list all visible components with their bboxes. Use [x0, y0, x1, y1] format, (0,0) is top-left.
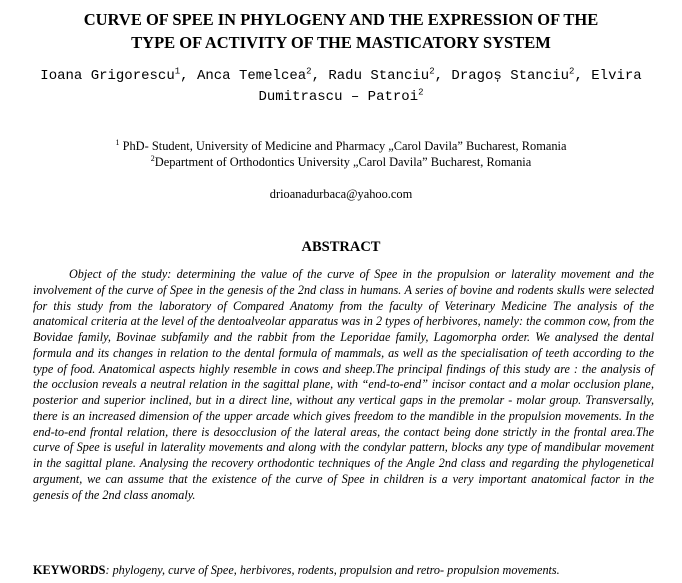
- affiliation-text: PhD- Student, University of Medicine and Pharmacy „Carol Davila” Bucharest, Romania: [119, 139, 567, 153]
- author-name: Ioana Grigorescu: [40, 68, 175, 84]
- affiliation-1: [0, 138, 682, 154]
- affiliations: [0, 138, 682, 170]
- author-separator: ,: [311, 68, 329, 84]
- author-name: Radu Stanciu: [328, 68, 430, 84]
- affiliation-2: [0, 154, 682, 170]
- title-line-1: CURVE OF SPEE IN PHYLOGENY AND THE EXPRESSION OF THE: [83, 10, 599, 29]
- paper-title: [0, 8, 682, 54]
- affiliation-mark: 2: [150, 153, 155, 163]
- author-separator: ,: [180, 68, 197, 84]
- author-affiliation-mark: 2: [418, 87, 424, 98]
- author-affiliation-mark: 2: [569, 66, 575, 77]
- author-name: Anca Temelcea: [196, 68, 307, 84]
- author-affiliation-mark: 2: [306, 66, 312, 77]
- abstract-heading: ABSTRACT: [301, 239, 381, 255]
- author-affiliation-mark: 1: [174, 66, 181, 77]
- affiliation-mark: 1: [115, 137, 120, 147]
- author-line-1: [0, 66, 682, 108]
- author-separator: ,: [574, 68, 592, 84]
- author-name: Dragoș Stanciu: [451, 68, 570, 84]
- keywords-line: [33, 562, 673, 578]
- title-line-2: TYPE OF ACTIVITY OF THE MASTICATORY SYSTEM: [131, 33, 551, 52]
- keywords-text: : phylogeny, curve of Spee, herbivores, rodents, propulsion and retro- propulsion movements.: [105, 563, 560, 577]
- keywords-label: KEYWORDS: [33, 563, 106, 577]
- affiliation-text: Department of Orthodontics University „Carol Davila” Bucharest, Romania: [154, 155, 532, 169]
- abstract-text: Object of the study: determining the value of the curve of Spee in the propulsion or laterality movement and the involvement of the curve of Spee in the genesis of the 2nd class in humans. A series of bovine and rodents skulls were selected for this study from the laboratory of Compared Anatomy from the faculty of Veterinary Medicine The analysis of the anatomical criteria at the level of the dentoalveolar apparatus was in 2 types of herbivores, namely: the common cow, from the Bovidae family, Bovinae subfamily and the rabbit from the Leporidae family, Lagomorpha order. We analysed the dental formula and its changes in relation to the dental formula of mammals, as well as the specialisation of teeth according to the type of food. Anatomical aspects highly resemble in cows and sheep.The principal findings of this study are : the analysis of the occlusion reveals a neutral relation in the sagittal plane, with “end-to-end” incisor contact and a molar occlusion plane, posterior and superior inclined, but in a direct line, without any vertical gaps in the premolar - molar group. Transversally, there is an increased dimension of the upper arcade which gives freedom to the mandible in the propulsion movements. In the end-to-end frontal relation, there is desocclusion of the lateral areas, the contact being done strictly in the frontal area.The curve of Spee is useful in laterality movements and along with the condylar pattern, blocks any type of mandibular movement in the sagittal plane. Analysing the recovery orthodontic techniques of the Angle 2nd class and regarding the phylogenetical argument, we can assume that the existence of the curve of Spee in children is a very important anatomical factor in the genesis of the 2nd class anomaly.: [33, 267, 654, 502]
- author-name: Elvira Dumitrascu – Patroi: [258, 68, 642, 105]
- contact-email: drioanadurbaca@yahoo.com: [269, 187, 413, 201]
- author-affiliation-mark: 2: [429, 66, 435, 77]
- author-separator: ,: [434, 68, 452, 84]
- author-list: [0, 66, 682, 108]
